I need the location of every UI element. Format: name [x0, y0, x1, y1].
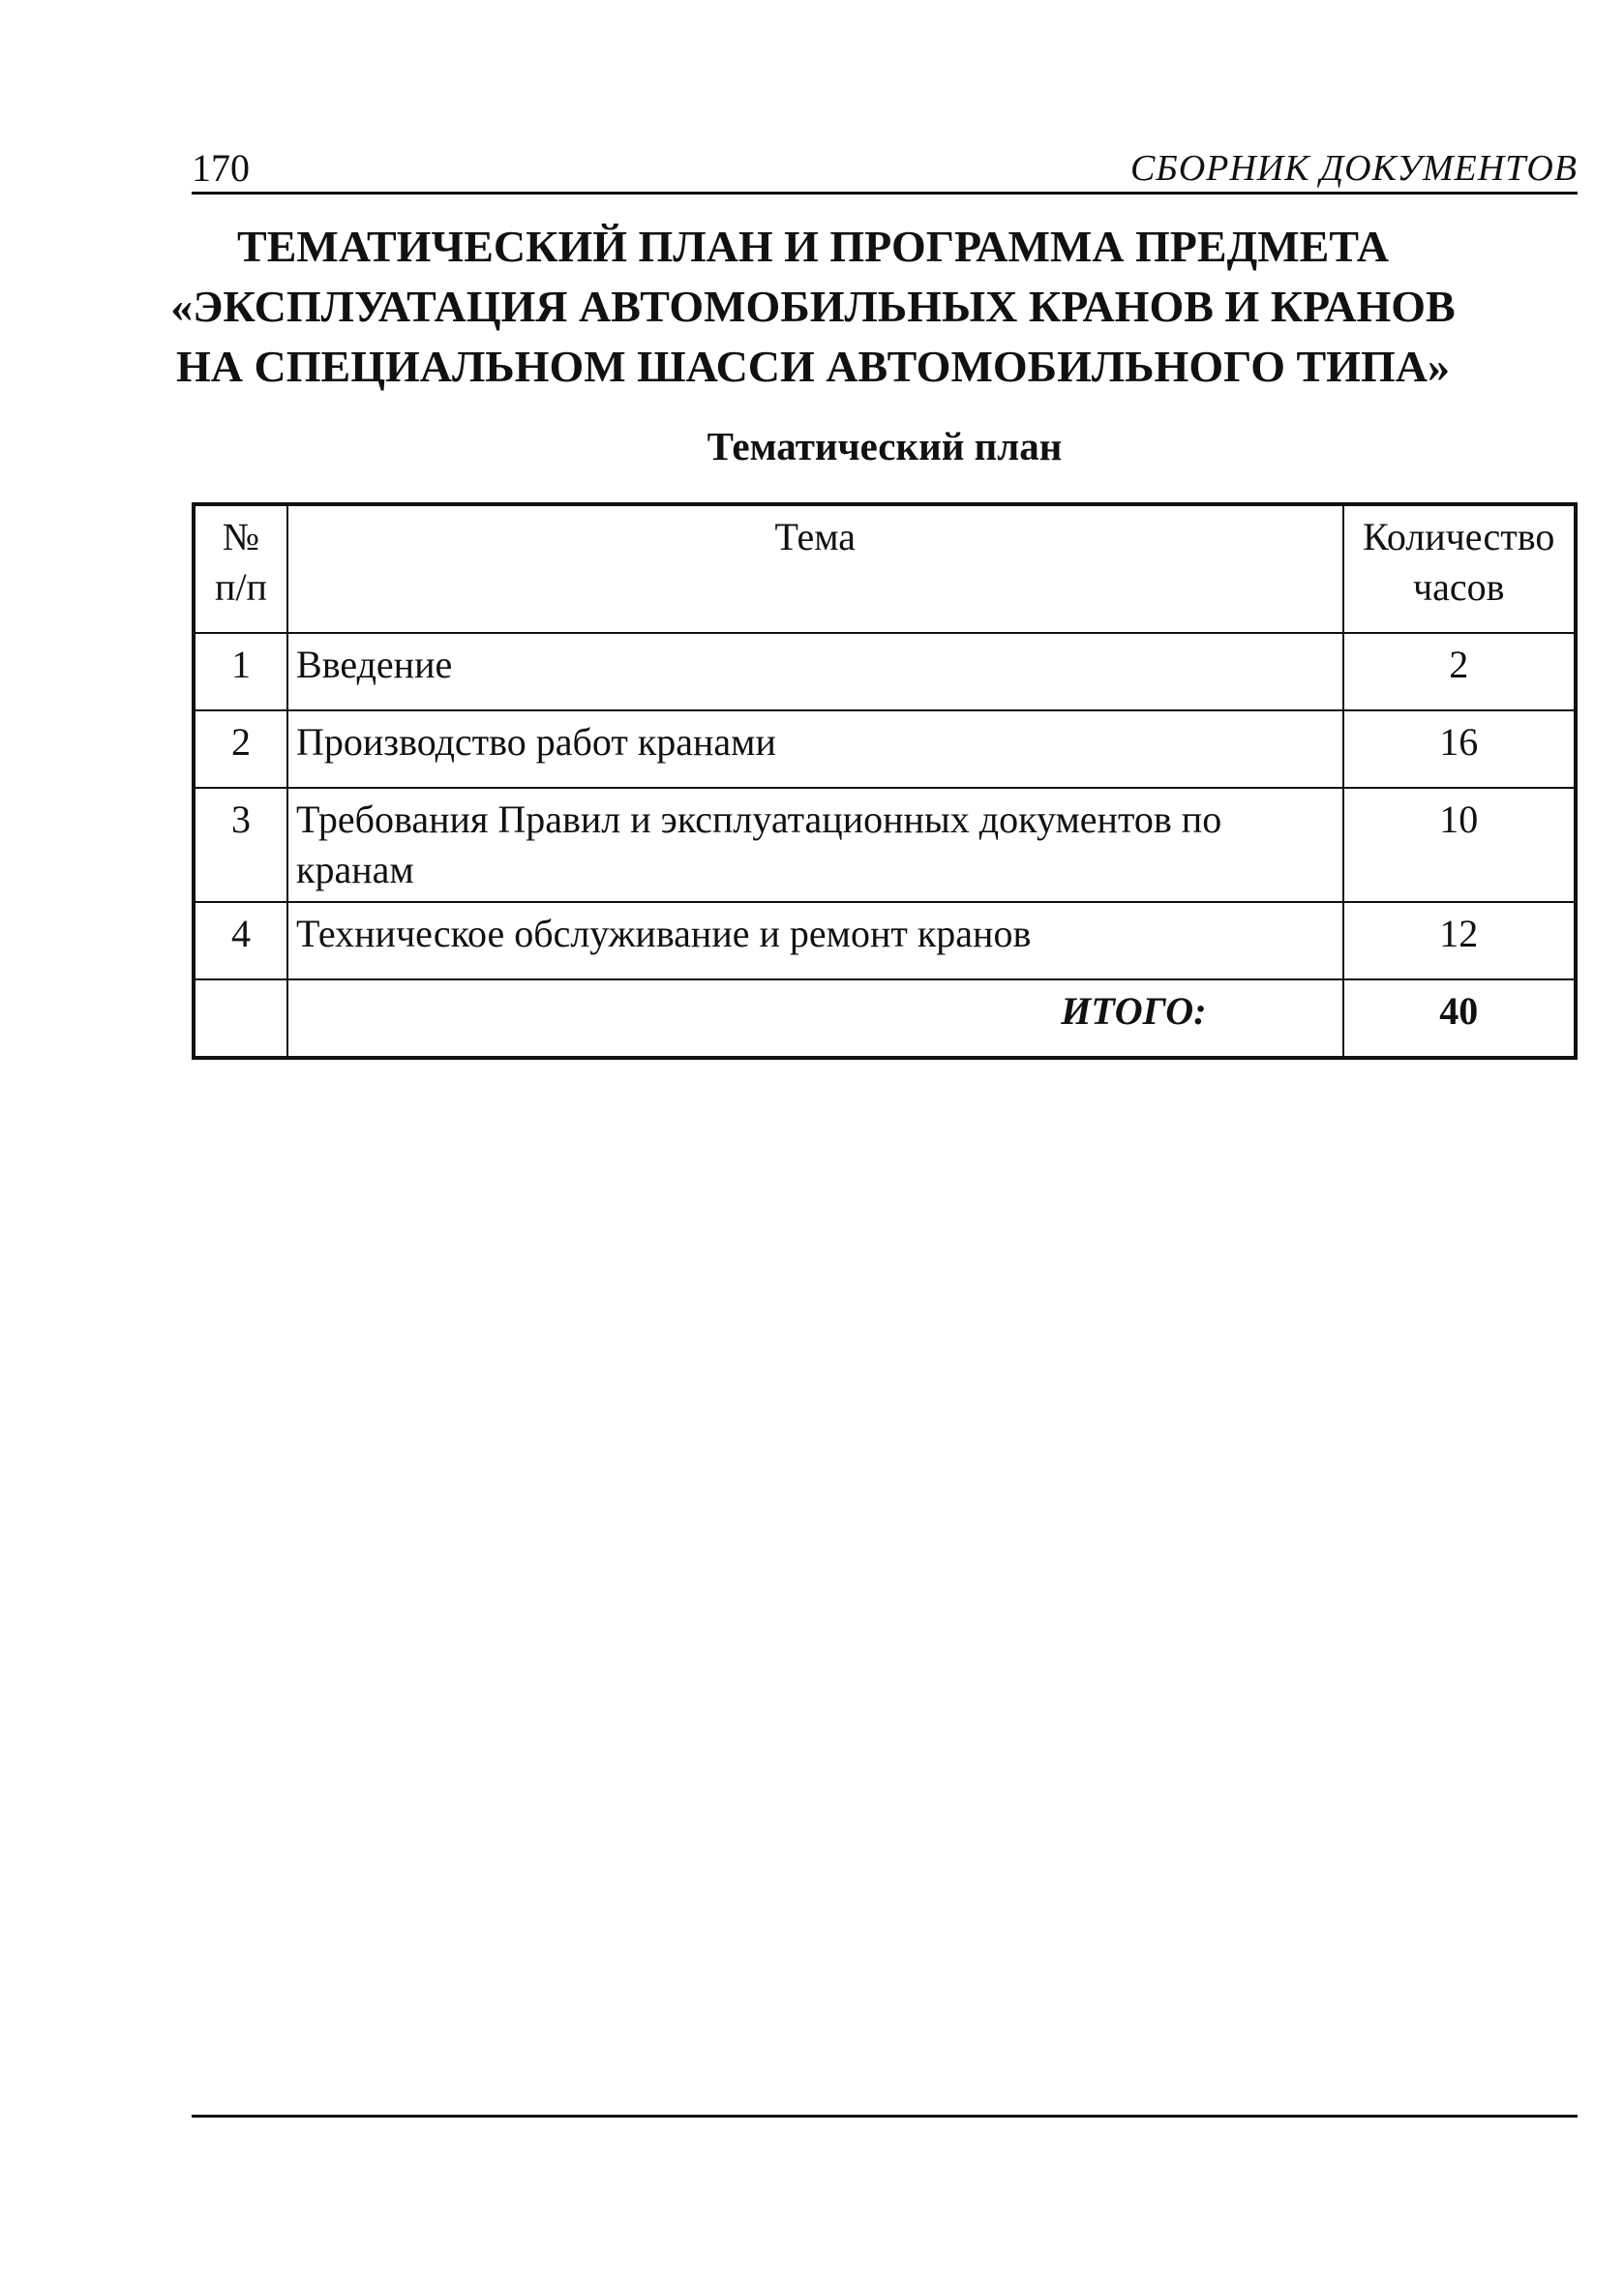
header-cell-topic: Тема	[287, 504, 1343, 633]
thematic-plan-table	[192, 502, 1578, 1060]
table-row	[194, 902, 1576, 979]
title-line: ТЕМАТИЧЕСКИЙ ПЛАН И ПРОГРАММА ПРЕДМЕТА	[237, 222, 1389, 271]
document-title	[145, 217, 1481, 397]
row-topic: Техническое обслуживание и ремонт кранов	[287, 902, 1343, 979]
table-row	[194, 788, 1576, 902]
row-hours: 10	[1343, 788, 1576, 902]
row-topic: Введение	[287, 633, 1343, 710]
total-empty-cell	[194, 979, 287, 1058]
total-hours: 40	[1343, 979, 1576, 1058]
title-line: НА СПЕЦИАЛЬНОМ ШАССИ АВТОМОБИЛЬНОГО ТИПА»	[176, 342, 1450, 391]
running-title: СБОРНИК ДОКУМЕНТОВ	[1129, 148, 1578, 189]
total-label: ИТОГО:	[287, 979, 1343, 1058]
row-topic: Требования Правил и эксплуатационных документов по кранам	[287, 788, 1343, 902]
row-hours: 2	[1343, 633, 1576, 710]
table-row	[194, 710, 1576, 788]
table-row	[194, 633, 1576, 710]
running-header	[192, 145, 1578, 195]
header-cell-hours: Количество часов	[1343, 504, 1576, 633]
row-hours: 16	[1343, 710, 1576, 788]
row-hours: 12	[1343, 902, 1576, 979]
row-topic: Производство работ кранами	[287, 710, 1343, 788]
table-header-row	[194, 504, 1576, 633]
title-line: «ЭКСПЛУАТАЦИЯ АВТОМОБИЛЬНЫХ КРАНОВ И КРАНОВ	[170, 282, 1456, 331]
row-number: 2	[194, 710, 287, 788]
row-number: 3	[194, 788, 287, 902]
section-title: Тематический план	[707, 424, 1063, 468]
row-number: 1	[194, 633, 287, 710]
total-row	[194, 979, 1576, 1058]
page-number: 170	[192, 146, 250, 190]
footer-divider	[192, 2115, 1578, 2118]
row-number: 4	[194, 902, 287, 979]
header-cell-number: № п/п	[194, 504, 287, 633]
